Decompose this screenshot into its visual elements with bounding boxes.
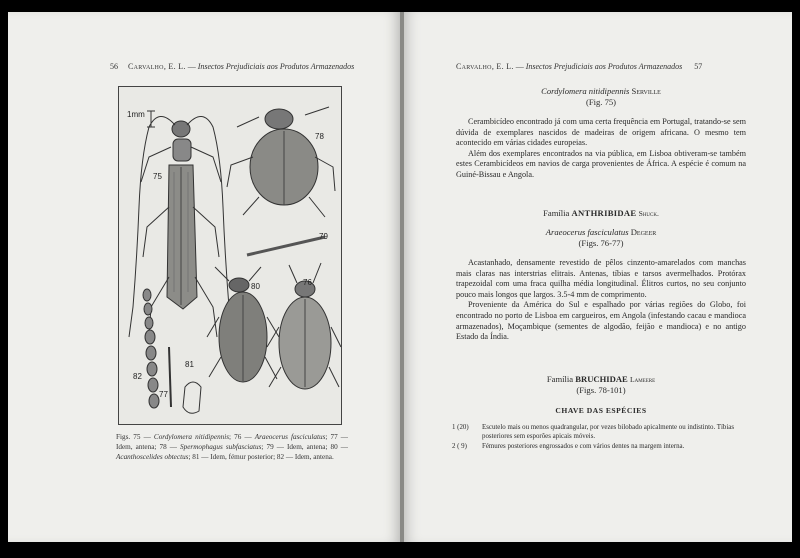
species-heading-1: Cordylomera nitidipennis Serville (Fig. 75) bbox=[541, 86, 661, 107]
fig-79-drawing bbox=[247, 237, 325, 255]
figure-caption: Figs. 75 — Cordylomera nitidipennis; 76 — Araeocerus fasciculatus; 77 — Idem, antena; 78 — Spermophagus subfasciatus; 79 — Idem, antena; 80 — Acanthoscelides obtectus; 81 — Idem, fémur posterior; 82 — Idem, antena. bbox=[116, 433, 348, 461]
section-1-text: Cerambicídeo encontrado já com uma certa frequência em Portugal, tratando-se sem dúvida de exemplares nascidos de madeiras de origem africana. O mesmo tem acontecido em várias cidades europeias. Além dos exemplares encontrados na via pública, em Lisboa obtiveram-se também estes Cerambicídeos em navios de carga provenientes de África. A espécie é comum na Guiné-Bissau e Angola. bbox=[456, 117, 746, 179]
label-82: 82 bbox=[133, 372, 142, 381]
fig-82-drawing bbox=[143, 289, 159, 408]
beetle-illustrations bbox=[119, 87, 341, 424]
left-running-head: 56 Carvalho, E. L. — Insectos Prejudiciais aos Produtos Armazenados bbox=[110, 62, 355, 71]
left-book-title: Insectos Prejudiciais aos Produtos Armazenados bbox=[197, 62, 355, 71]
left-page-number: 56 bbox=[110, 62, 118, 71]
right-running-head: Carvalho, E. L. — Insectos Prejudiciais aos Produtos Armazenados 57 bbox=[456, 62, 703, 71]
family-heading-bruchidae: Família BRUCHIDAE Lameere (Figs. 78-101) bbox=[546, 374, 656, 395]
left-author: Carvalho, E. L. bbox=[128, 62, 186, 71]
fig-78-drawing bbox=[227, 107, 335, 217]
fig-77-drawing bbox=[169, 347, 171, 407]
label-79: 79 bbox=[319, 232, 328, 241]
right-book-title: Insectos Prejudiciais aos Produtos Armazenados bbox=[525, 62, 683, 71]
figure-plate bbox=[118, 86, 342, 425]
fig-80-drawing bbox=[207, 267, 279, 382]
label-81: 81 bbox=[185, 360, 194, 369]
label-77: 77 bbox=[159, 390, 168, 399]
section-2-text: Acastanhado, densamente revestido de pêlos cinzento-amarelados com manchas mais claras nas interstrias elitrais. Antenas, tíbias e tarsos avermelhados. Protórax trapezoidal com uma fraca quilha média longitudinal. Élitros curtos, no seu conjunto pouco mais longos que largos. 3.5-4 mm de comprimento. Proveniente da América do Sul e espalhado por várias regiões do Globo, foi encontrado no porto de Lisboa em cargueiros, em Angola (infestando cacau e mandioca armazenados), Moçambique (sementes de algodão, feijão e mandioca) e no antigo Estado da Índia. bbox=[456, 258, 746, 342]
label-75: 75 bbox=[153, 172, 162, 181]
key-entry: 1 (20) Escutelo mais ou menos quadrangular, por vezes bilobado apicalmente ou indistinto. Tíbias posteriores sem esporões apicais móveis. bbox=[452, 424, 735, 440]
right-page-number: 57 bbox=[694, 62, 703, 71]
label-78: 78 bbox=[315, 132, 324, 141]
key-title: CHAVE DAS ESPÉCIES bbox=[555, 406, 647, 415]
right-author: Carvalho, E. L. bbox=[456, 62, 514, 71]
label-76: 76 bbox=[303, 278, 312, 287]
fig-81-drawing bbox=[183, 382, 201, 413]
label-scale: 1mm bbox=[127, 110, 145, 119]
fig-75-drawing bbox=[129, 116, 233, 337]
species-heading-2: Araeocerus fasciculatus Degeer (Figs. 76-77) bbox=[545, 227, 657, 248]
key-entry: 2 ( 9) Fémures posteriores engrossados e com vários dentes na margem interna. bbox=[452, 443, 685, 450]
family-heading-anthribidae: Família ANTHRIBIDAE Shuck. bbox=[543, 208, 659, 218]
label-80: 80 bbox=[251, 282, 260, 291]
